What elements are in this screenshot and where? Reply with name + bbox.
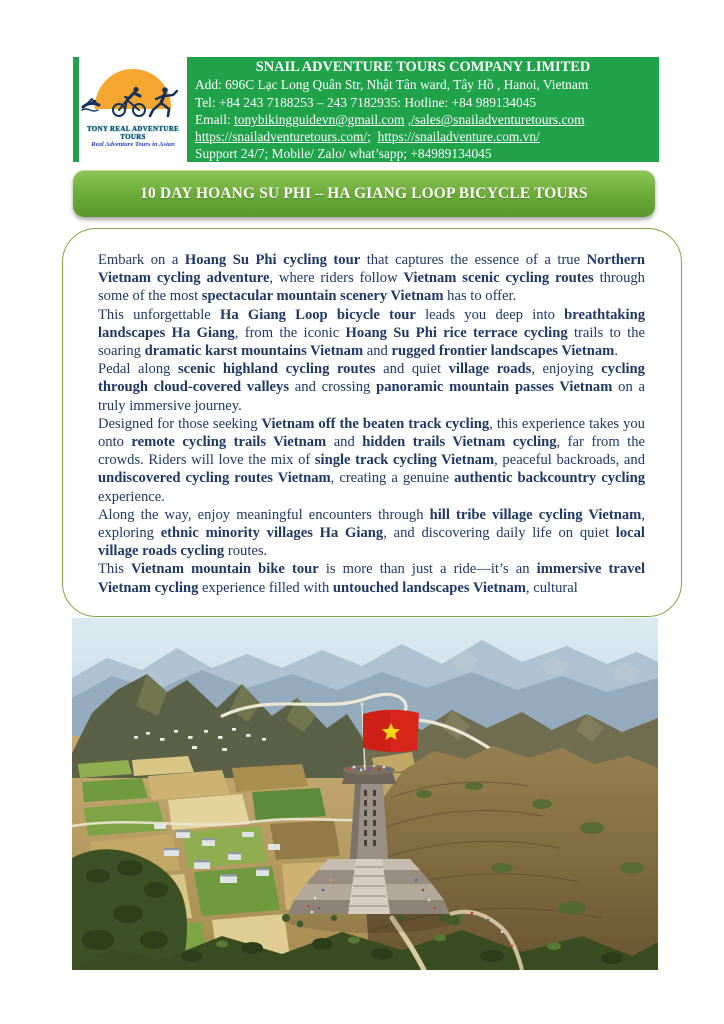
tour-photo (72, 618, 658, 970)
paragraph (98, 306, 645, 361)
text-run: This unforgettable (98, 306, 220, 323)
company-info (195, 57, 651, 164)
keyword-bold: Ha Giang Loop bicycle tour (219, 306, 416, 323)
text-run: Pedal along (98, 361, 178, 378)
keyword-bold: spectacular mountain scenery Vietnam (201, 288, 444, 305)
triathlon-swim-bike-run-icon (81, 83, 185, 119)
text-run: Along the way, enjoy meaningful encounters through (98, 506, 430, 523)
paragraph (98, 506, 645, 561)
text-run: . (614, 343, 618, 360)
keyword-bold: hill tribe village cycling Vietnam (429, 506, 642, 523)
text-run: , peaceful backroads, and (494, 452, 645, 469)
text-run: , where riders follow (269, 270, 404, 287)
keyword-bold: Hoang Su Phi cycling tour (184, 252, 361, 268)
company-email-line (195, 111, 651, 128)
paragraph (98, 251, 645, 306)
text-run: and crossing (289, 379, 377, 396)
keyword-bold: rugged frontier landscapes Vietnam (391, 343, 615, 360)
email-separator: , (404, 111, 412, 127)
text-run: , enjoying (531, 361, 602, 378)
keyword-bold: hidden trails Vietnam cycling (362, 434, 557, 451)
website-link-secondary[interactable]: https://snailadventure.com.vn/ (377, 129, 540, 145)
text-run: , creating a genuine (330, 470, 455, 487)
keyword-bold: remote cycling trails Vietnam (131, 434, 327, 451)
keyword-bold: cycling through cloud-covered valleys (98, 361, 645, 396)
text-run: has to offer. (443, 288, 517, 305)
email-label: Email: (195, 111, 235, 127)
text-run: that captures the essence of a true (360, 252, 587, 268)
company-phone: Tel: +84 243 7188253 – 243 7182935: Hotline: +84 989134045 (195, 94, 537, 110)
paragraph (98, 415, 645, 506)
keyword-bold: panoramic mountain passes Vietnam (376, 379, 613, 396)
website-separator: ; (367, 129, 378, 145)
keyword-bold: breathtaking landscapes Ha Giang (98, 306, 645, 341)
email-link-sales[interactable]: /sales@snailadventuretours.com (411, 111, 585, 127)
keyword-bold: untouched landscapes Vietnam (332, 579, 526, 596)
company-logo (79, 57, 187, 162)
text-run: , far from the crowds. Riders will love the mix of (98, 434, 645, 469)
keyword-bold: Vietnam off the beaten track cycling (261, 415, 490, 432)
keyword-bold: Hoang Su Phi rice terrace cycling (345, 324, 568, 341)
website-link-primary[interactable]: https://snailadventuretours.com/ (195, 129, 368, 145)
keyword-bold: ethnic minority villages Ha Giang (160, 525, 384, 542)
keyword-bold: scenic highland cycling routes (178, 361, 376, 378)
keyword-bold: authentic backcountry cycling (454, 470, 645, 487)
company-name: SNAIL ADVENTURE TOURS COMPANY LIMITED (255, 59, 591, 75)
intro-paragraphs (98, 251, 645, 597)
keyword-bold: Vietnam mountain bike tour (131, 561, 319, 578)
text-run: and (363, 343, 392, 360)
logo-subtitle: Real Adventure Tours in Asian (91, 141, 175, 148)
paragraph (98, 560, 645, 596)
keyword-bold: dramatic karst mountains Vietnam (144, 343, 364, 360)
text-run: on a truly immersive journey. (98, 379, 645, 414)
logo-title: TONY REAL ADVENTURE TOURS (86, 125, 180, 141)
text-run: and (326, 434, 363, 451)
company-header (73, 57, 659, 162)
paragraph (98, 360, 645, 415)
text-run: This (98, 561, 132, 578)
company-website-line (195, 128, 651, 145)
tour-title: 10 DAY HOANG SU PHI – HA GIANG LOOP BICYCLE TOURS (140, 184, 588, 202)
company-address: Add: 696C Lạc Long Quân Str, Nhật Tân ward, Tây Hồ , Hanoi, Vietnam (195, 77, 589, 93)
text-run: routes. (224, 543, 268, 560)
email-link-primary[interactable]: tonybikingguidevn@gmail.com (234, 111, 405, 127)
text-run: leads you deep into (415, 306, 565, 323)
keyword-bold: single track cycling Vietnam (314, 452, 495, 469)
keyword-bold: Vietnam scenic cycling routes (403, 270, 594, 287)
text-run: experience filled with (198, 579, 333, 596)
text-run: Designed for those seeking (98, 415, 262, 432)
text-run: , this experience takes you onto (98, 415, 645, 451)
text-run: , from the iconic (234, 324, 346, 341)
keyword-bold: village roads (448, 361, 532, 378)
text-run: is more than just a ride—it’s an (318, 561, 537, 578)
text-run: experience. (98, 488, 165, 505)
text-run: , cultural (525, 579, 578, 596)
text-run: Embark on a (98, 252, 185, 268)
company-support: Support 24/7; Mobile/ Zalo/ what’sapp; +84989134045 (195, 146, 492, 162)
text-run: trails to the soaring (98, 324, 645, 360)
text-run: , exploring (98, 506, 645, 542)
tour-title-banner (73, 170, 655, 217)
text-run: , and discovering daily life on quiet (383, 525, 616, 542)
keyword-bold: local village roads cycling (98, 525, 645, 560)
keyword-bold: immersive travel Vietnam cycling (98, 561, 646, 596)
text-run: through some of the most (98, 270, 645, 305)
intro-text-box (62, 228, 682, 617)
keyword-bold: undiscovered cycling routes Vietnam (98, 470, 331, 487)
text-run: and quiet (375, 361, 449, 378)
keyword-bold: Northern Vietnam cycling adventure (98, 252, 645, 287)
